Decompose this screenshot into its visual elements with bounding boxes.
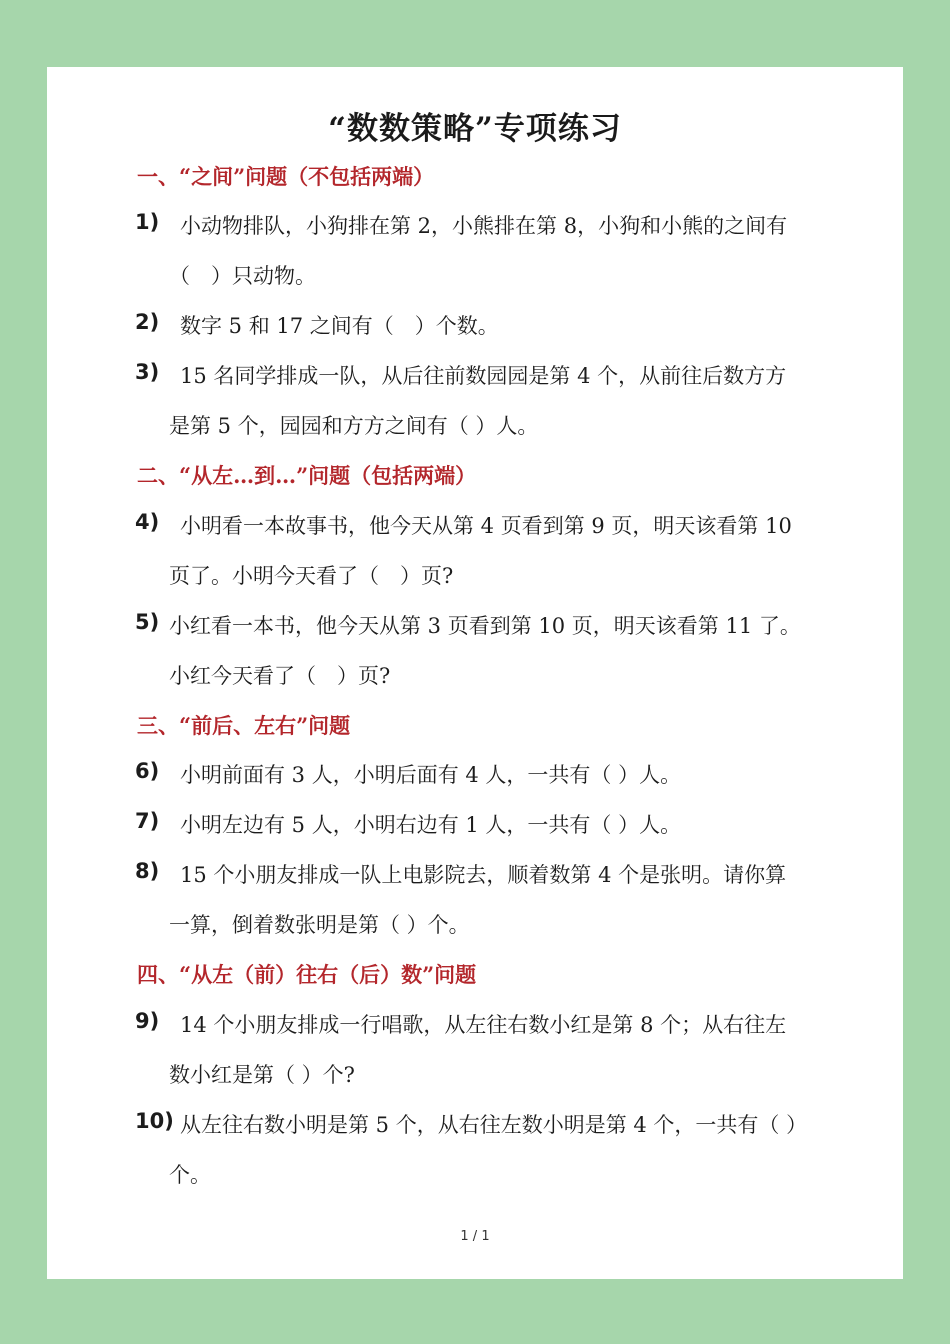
question-number: 7) xyxy=(135,809,160,833)
question-text: 15 个小朋友排成一队上电影院去，顺着数第 4 个是张明。请你算 xyxy=(180,863,787,887)
question-text: 小红看一本书，他今天从第 3 页看到第 10 页，明天该看第 11 了。 xyxy=(169,614,801,638)
question-text: 从左往右数小明是第 5 个，从右往左数小明是第 4 个，一共有（ ） xyxy=(180,1113,808,1137)
question-number: 5) xyxy=(135,610,160,634)
page-title: “数数策略”专项练习 xyxy=(328,111,622,147)
question-number: 9) xyxy=(135,1009,160,1033)
question-text: 是第 5 个，园园和方方之间有（ ）人。 xyxy=(169,414,539,438)
question-number: 6) xyxy=(135,759,160,783)
question-number: 2) xyxy=(135,310,160,334)
section-heading-1: 一、“之间”问题（不包括两端） xyxy=(137,164,435,189)
question-text: 14 个小朋友排成一行唱歌，从左往右数小红是第 8 个；从右往左 xyxy=(180,1013,787,1037)
page-number: 1 / 1 xyxy=(460,1229,490,1244)
question-text: （ ）只动物。 xyxy=(169,264,316,288)
question-text: 小动物排队，小狗排在第 2，小熊排在第 8，小狗和小熊的之间有 xyxy=(180,214,788,238)
question-text: 小红今天看了（ ）页? xyxy=(169,664,391,688)
question-text: 数字 5 和 17 之间有（ ）个数。 xyxy=(180,314,499,338)
question-text: 页了。小明今天看了（ ）页? xyxy=(169,564,454,588)
section-heading-3: 三、“前后、左右”问题 xyxy=(137,713,351,738)
question-text: 一算，倒着数张明是第（ ）个。 xyxy=(169,913,470,937)
question-text: 小明左边有 5 人，小明右边有 1 人，一共有（ ）人。 xyxy=(180,813,682,837)
question-text: 15 名同学排成一队，从后往前数园园是第 4 个，从前往后数方方 xyxy=(180,364,787,388)
section-heading-2: 二、“从左…到…”问题（包括两端） xyxy=(137,463,477,488)
question-text: 小明前面有 3 人，小明后面有 4 人，一共有（ ）人。 xyxy=(180,763,682,787)
question-number: 3) xyxy=(135,360,160,384)
section-heading-4: 四、“从左（前）往右（后）数”问题 xyxy=(137,962,477,987)
question-number: 1) xyxy=(135,210,160,234)
question-number: 4) xyxy=(135,510,160,534)
question-number: 10) xyxy=(135,1109,174,1133)
question-text: 数小红是第（ ）个? xyxy=(169,1063,355,1087)
worksheet-page xyxy=(47,67,903,1279)
question-text: 小明看一本故事书，他今天从第 4 页看到第 9 页，明天该看第 10 xyxy=(180,514,792,538)
question-number: 8) xyxy=(135,859,160,883)
question-text: 个。 xyxy=(169,1163,211,1187)
